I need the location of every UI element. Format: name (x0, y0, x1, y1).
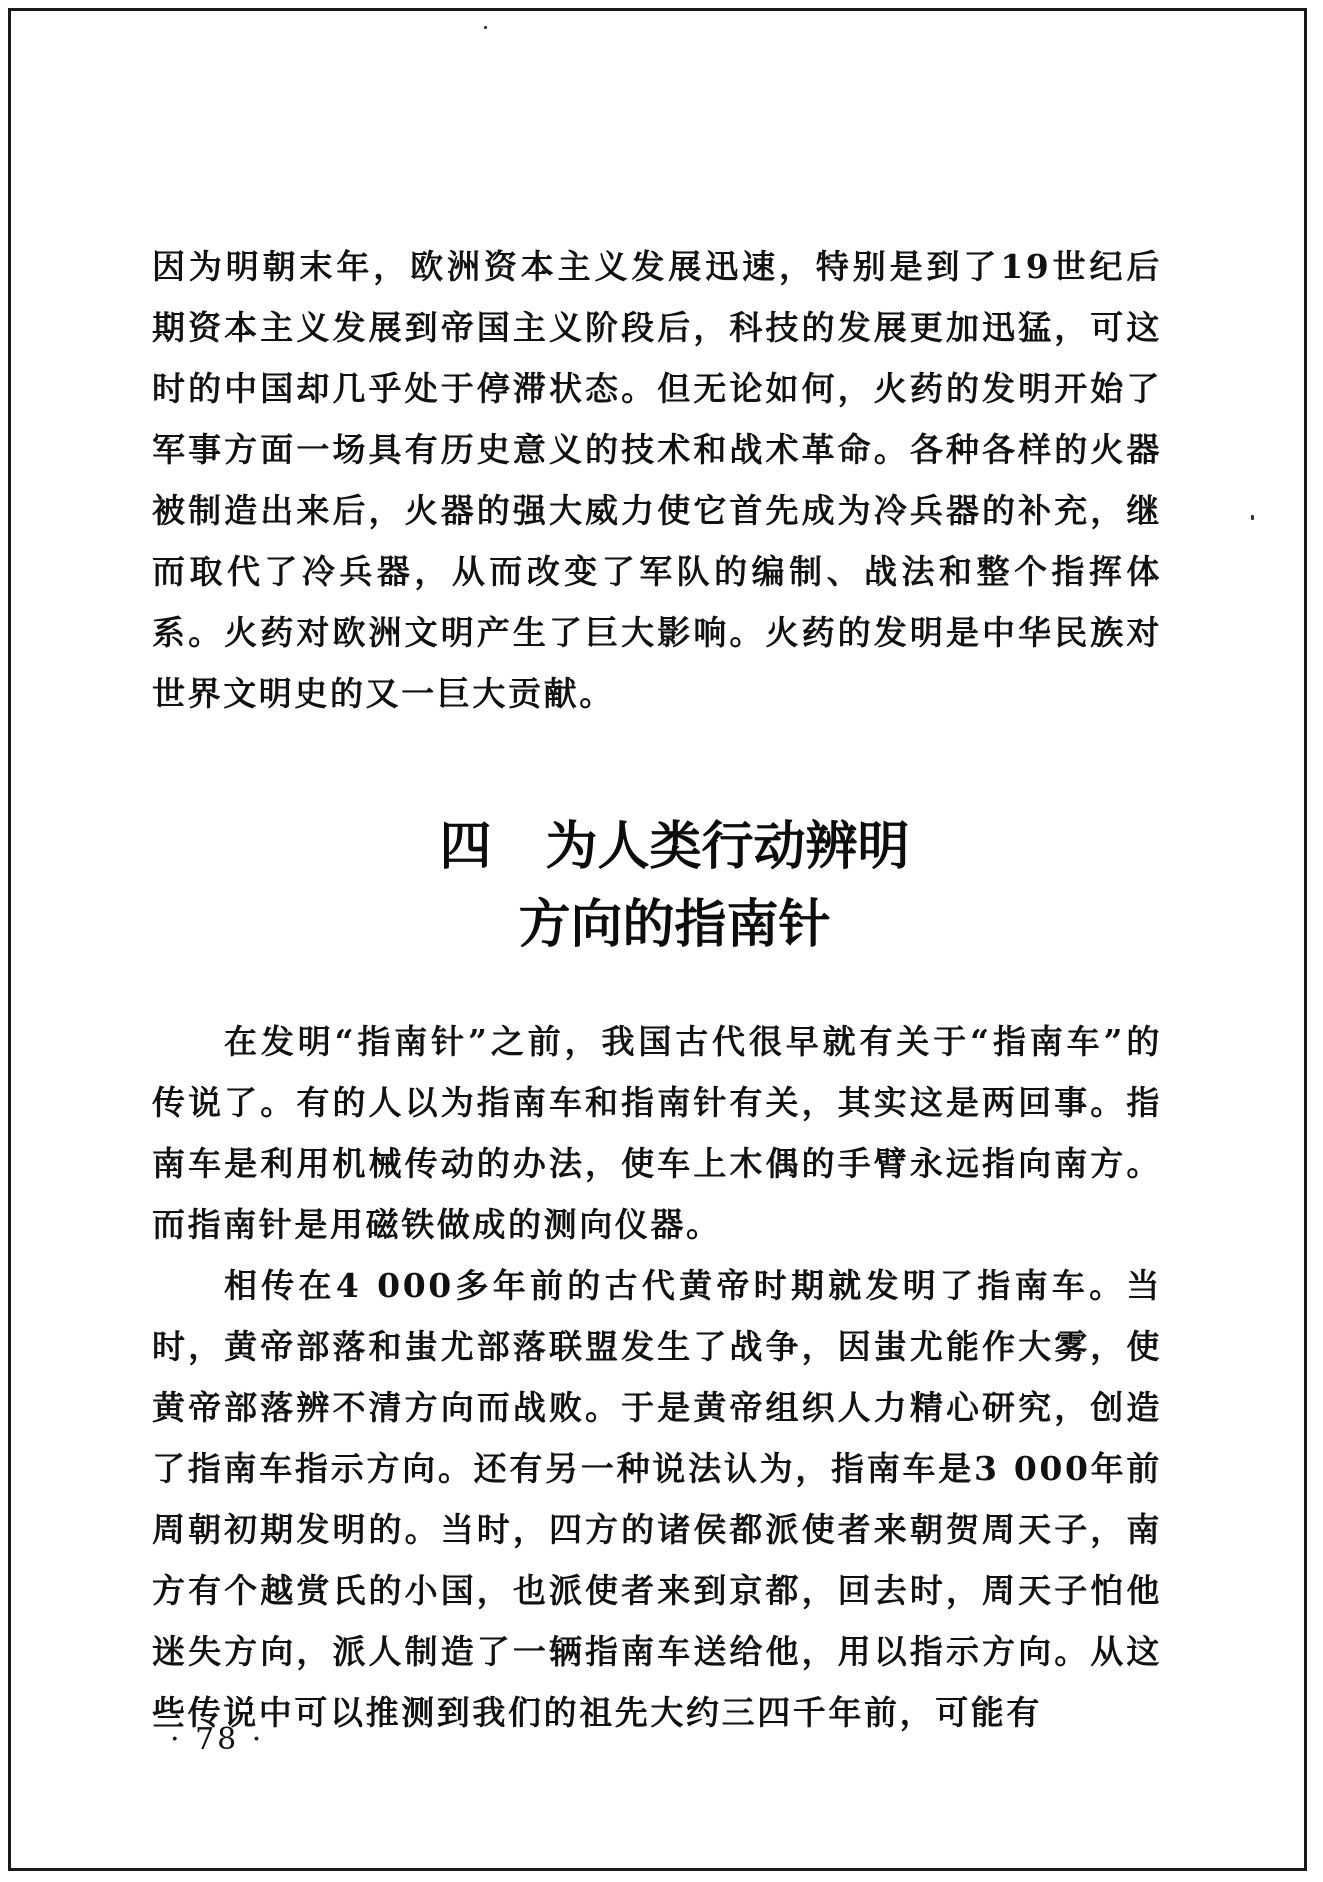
scan-speck (1251, 515, 1254, 520)
chapter-heading-line1 (0, 808, 1323, 886)
scan-speck (484, 26, 487, 29)
body-text-bottom (152, 1011, 1162, 1743)
chapter-title-line1: 为人类行动辨明 (545, 817, 910, 877)
paragraph-legend: 相传在4 000多年前的古代黄帝时期就发明了指南车。当时，黄帝部落和蚩尤部落联盟发生了战争，因蚩尤能作大雾，使黄帝部落辨不清方向而战败。于是黄帝组织人力精心研究，创造了指南车指示方向。还有另一种说法认为，指南车是3 000年前周朝初期发明的。当时，四方的诸侯都派使者来朝贺周天子，南方有个越赏氏的小国，也派使者来到京都，回去时，周天子怕他迷失方向，派人制造了一辆指南车送给他，用以指示方向。从这些传说中可以推测到我们的祖先大约三四千年前，可能有 (152, 1266, 1162, 1732)
chapter-title-line2: 方向的指南针 (518, 895, 831, 955)
paragraph-gunpowder: 因为明朝末年，欧洲资本主义发展迅速，特别是到了19世纪后期资本主义发展到帝国主义阶段后，科技的发展更加迅猛，可这时的中国却几乎处于停滞状态。但无论如何，火药的发明开始了军事方面一场具有历史意义的技术和战术革命。各种各样的火器被制造出来后，火器的强大威力使它首先成为冷兵器的补充，继而取代了冷兵器，从而改变了军队的编制、战法和整个指挥体系。火药对欧洲文明产生了巨大影响。火药的发明是中华民族对世界文明史的又一巨大贡献。 (152, 247, 1162, 713)
body-text-top (152, 236, 1162, 724)
page-number: · 78 · (170, 1722, 265, 1757)
paragraph-south-pointing-chariot: 在发明“指南针”之前，我国古代很早就有关于“指南车”的传说了。有的人以为指南车和指南针有关，其实这是两回事。指南车是利用机械传动的办法，使车上木偶的手臂永远指向南方。而指南针是用磁铁做成的测向仪器。 (152, 1022, 1162, 1244)
chapter-number: 四 (439, 817, 492, 877)
chapter-heading (0, 808, 1323, 964)
